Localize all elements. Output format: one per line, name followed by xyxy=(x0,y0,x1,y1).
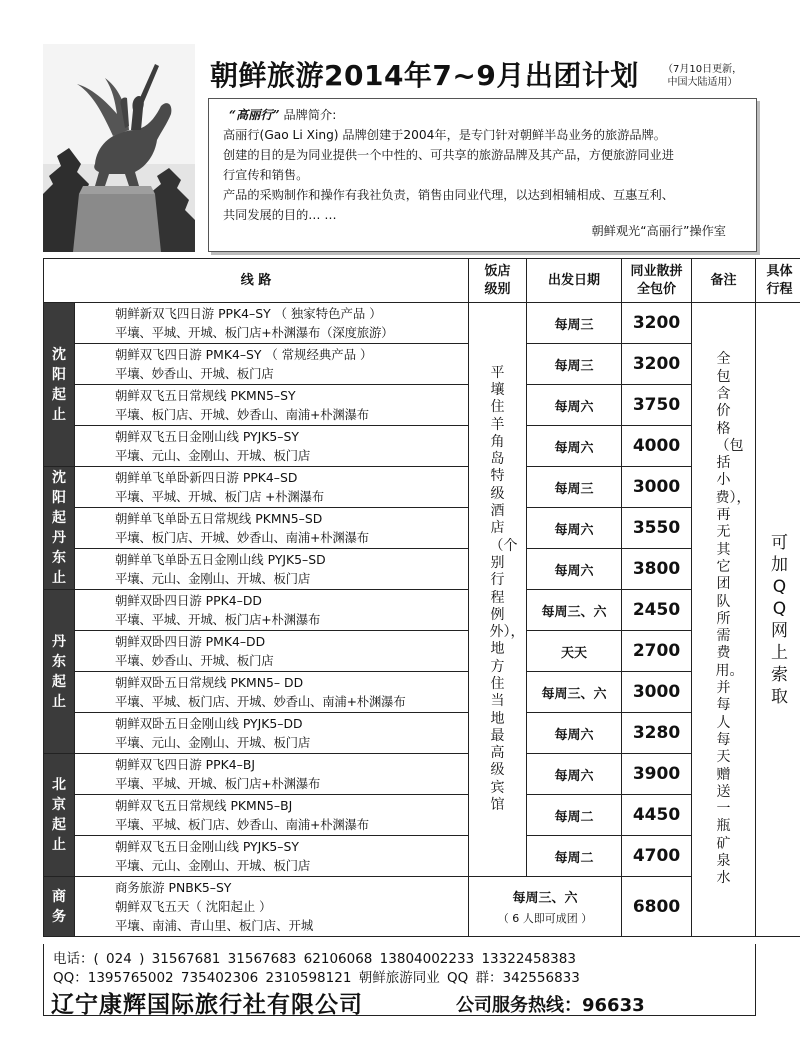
route-stops: 平壤、平城、板门店、妙香山、南浦+朴渊瀑布 xyxy=(115,817,369,832)
table-row xyxy=(44,467,800,508)
departure-cell: 天天 xyxy=(527,631,622,672)
price-cell: 3200 xyxy=(622,303,692,344)
route-stops: 平壤、元山、金刚山、开城、板门店 xyxy=(115,571,311,586)
table-row xyxy=(44,754,800,795)
header-route: 线 路 xyxy=(44,259,469,303)
table-row xyxy=(44,631,800,672)
route-title: 朝鲜双飞四日游 PMK4–SY （ 常规经典产品 ） xyxy=(115,347,373,362)
price-cell: 3000 xyxy=(622,467,692,508)
route-cell xyxy=(75,795,469,836)
header-price-line1: 同业散拼 xyxy=(630,263,683,279)
route-title: 朝鲜单飞单卧新四日游 PPK4–SD xyxy=(115,470,298,485)
itinerary-cell xyxy=(756,303,800,937)
phone-numbers: 电话：( 024 ) 31567681 31567683 62106068 13804002233 13322458383 xyxy=(53,951,576,967)
route-cell xyxy=(75,877,469,937)
route-cell xyxy=(75,549,469,590)
region-label xyxy=(44,754,75,877)
price-cell: 3750 xyxy=(622,385,692,426)
route-stops: 平壤、妙香山、开城、板门店 xyxy=(115,653,274,668)
region-text: 北京起止 xyxy=(52,777,66,853)
route-title: 朝鲜双卧四日游 PPK4–DD xyxy=(115,593,262,608)
route-stops: 平壤、元山、金刚山、开城、板门店 xyxy=(115,448,311,463)
header-itinerary-line2: 行程 xyxy=(766,281,793,297)
route-cell xyxy=(75,303,469,344)
route-stops: 平壤、平城、开城、板门店+朴渊瀑布 xyxy=(115,776,321,791)
table-row xyxy=(44,303,800,344)
header-hotel-line2: 级别 xyxy=(484,281,511,297)
intro-signature: 朝鲜观光“高丽行”操作室 xyxy=(591,224,726,238)
route-cell xyxy=(75,754,469,795)
header-price xyxy=(622,259,692,303)
route-cell xyxy=(75,385,469,426)
chollima-statue-image xyxy=(43,44,195,252)
service-hotline: 公司服务热线：96633 xyxy=(456,995,645,1016)
route-title: 朝鲜双飞五日金刚山线 PYJK5–SY xyxy=(115,839,299,854)
business-departure: 每周三、六 xyxy=(512,891,578,906)
route-stops: 平壤、平城、开城、板门店+朴渊瀑布（深度旅游） xyxy=(115,325,394,340)
region-label xyxy=(44,590,75,754)
region-label xyxy=(44,467,75,590)
departure-cell: 每周三、六 xyxy=(527,590,622,631)
table-row xyxy=(44,836,800,877)
region-text: 沈阳起止 xyxy=(52,346,66,423)
table-body xyxy=(44,303,800,937)
qq-numbers: QQ：1395765002 735402306 2310598121 朝鲜旅游同业 QQ 群：342556833 xyxy=(53,970,580,986)
region-text: 丹东起止 xyxy=(52,633,66,710)
region-label xyxy=(44,303,75,467)
route-stops: 平壤、板门店、开城、妙香山、南浦+朴渊瀑布 xyxy=(115,530,369,545)
price-cell: 3800 xyxy=(622,549,692,590)
table-row xyxy=(44,508,800,549)
price-cell: 3000 xyxy=(622,672,692,713)
header-itinerary xyxy=(756,259,800,303)
route-title: 朝鲜新双飞四日游 PPK4–SY （ 独家特色产品 ） xyxy=(115,306,382,321)
route-cell xyxy=(75,836,469,877)
region-text: 商务 xyxy=(52,888,66,925)
route-title: 朝鲜双卧五日常规线 PKMN5– DD xyxy=(115,675,304,690)
route-title: 朝鲜单飞单卧五日金刚山线 PYJK5–SD xyxy=(115,552,326,567)
departure-cell: 每周三 xyxy=(527,467,622,508)
header-itinerary-line1: 具体 xyxy=(766,263,793,279)
table-row xyxy=(44,549,800,590)
route-title: 朝鲜双飞五日常规线 PKMN5–SY xyxy=(115,388,296,403)
price-cell: 4000 xyxy=(622,426,692,467)
route-cell xyxy=(75,713,469,754)
route-title: 朝鲜单飞单卧五日常规线 PKMN5–SD xyxy=(115,511,323,526)
business-route-line: 商务旅游 PNBK5–SY xyxy=(115,880,232,895)
departure-cell: 每周三、六 xyxy=(527,672,622,713)
table-row xyxy=(44,590,800,631)
route-cell xyxy=(75,426,469,467)
remarks-cell xyxy=(692,303,756,937)
header-departure: 出发日期 xyxy=(527,259,622,303)
route-cell xyxy=(75,672,469,713)
departure-cell xyxy=(469,877,622,937)
route-title: 朝鲜双卧四日游 PMK4–DD xyxy=(115,634,266,649)
update-note-line1: （7月10日更新， xyxy=(663,64,743,75)
intro-line: 创建的目的是为同业提供一个中性的、可共享的旅游品牌及其产品，方便旅游同业进 xyxy=(223,148,674,162)
business-route-line: 朝鲜双飞五天（ 沈阳起止 ） xyxy=(115,899,272,914)
region-text: 沈阳起丹东止 xyxy=(52,470,66,586)
route-stops: 平壤、妙香山、开城、板门店 xyxy=(115,366,274,381)
price-cell: 6800 xyxy=(622,877,692,937)
hotel-level-cell xyxy=(469,303,527,877)
route-cell xyxy=(75,344,469,385)
table-row xyxy=(44,672,800,713)
monument-photo xyxy=(43,44,195,252)
intro-line: 共同发展的目的… … xyxy=(223,208,337,222)
region-label xyxy=(44,877,75,937)
price-cell: 4450 xyxy=(622,795,692,836)
departure-cell: 每周二 xyxy=(527,795,622,836)
route-title: 朝鲜双飞五日常规线 PKMN5–BJ xyxy=(115,798,293,813)
table-row xyxy=(44,344,800,385)
departure-cell: 每周三 xyxy=(527,344,622,385)
route-stops: 平壤、平城、开城、板门店 +朴渊瀑布 xyxy=(115,489,324,504)
price-cell: 3280 xyxy=(622,713,692,754)
table-row xyxy=(44,385,800,426)
route-stops: 平壤、平城、板门店、开城、妙香山、南浦+朴渊瀑布 xyxy=(115,694,406,709)
departure-cell: 每周三 xyxy=(527,303,622,344)
remarks-text: 全包含价格（包括小费），再无其它团队所需费用。并每人每天赠送一瓶矿泉水 xyxy=(715,351,751,887)
departure-cell: 每周六 xyxy=(527,713,622,754)
contact-footer xyxy=(43,944,756,1016)
departure-cell: 每周二 xyxy=(527,836,622,877)
table-header-row xyxy=(44,259,800,303)
brand-name: “高丽行” xyxy=(229,108,280,122)
route-stops: 平壤、板门店、开城、妙香山、南浦+朴渊瀑布 xyxy=(115,407,369,422)
table-row xyxy=(44,426,800,467)
brand-intro-box xyxy=(208,98,757,252)
itinerary-text: 可加QQ网上索取 xyxy=(771,532,788,707)
route-title: 朝鲜双飞五日金刚山线 PYJK5–SY xyxy=(115,429,299,444)
intro-line: 产品的采购制作和操作有我社负责，销售由同业代理，以达到相辅相成、互惠互利、 xyxy=(223,188,674,202)
price-cell: 2450 xyxy=(622,590,692,631)
departure-cell: 每周六 xyxy=(527,754,622,795)
route-stops: 平壤、平城、开城、板门店+朴渊瀑布 xyxy=(115,612,321,627)
route-cell xyxy=(75,508,469,549)
price-cell: 3550 xyxy=(622,508,692,549)
departure-cell: 每周六 xyxy=(527,385,622,426)
route-stops: 平壤、元山、金刚山、开城、板门店 xyxy=(115,735,311,750)
route-cell xyxy=(75,467,469,508)
price-cell: 4700 xyxy=(622,836,692,877)
route-title: 朝鲜双卧五日金刚山线 PYJK5–DD xyxy=(115,716,303,731)
price-cell: 2700 xyxy=(622,631,692,672)
header-hotel xyxy=(469,259,527,303)
table-row xyxy=(44,795,800,836)
page-title: 朝鲜旅游2014年7~9月出团计划 xyxy=(210,59,639,92)
business-route-line: 平壤、南浦、青山里、板门店、开城 xyxy=(115,918,314,933)
table-row-business xyxy=(44,877,800,937)
price-cell: 3200 xyxy=(622,344,692,385)
departure-cell: 每周六 xyxy=(527,549,622,590)
departure-cell: 每周六 xyxy=(527,426,622,467)
update-note-line2: 中国大陆适用） xyxy=(667,77,738,88)
route-cell xyxy=(75,631,469,672)
brand-heading-label: 品牌简介: xyxy=(283,108,337,122)
table-row xyxy=(44,713,800,754)
intro-line: 行宣传和销售。 xyxy=(223,168,309,182)
hotel-level-text: 平壤住羊角岛特级酒店（个别行程例外），地方住当地最高级宾馆 xyxy=(489,364,525,814)
intro-line: 高丽行(Gao Li Xing) 品牌创建于2004年，是专门针对朝鲜半岛业务的旅游品牌。 xyxy=(223,128,666,142)
tour-schedule-table xyxy=(43,258,800,937)
brand-heading xyxy=(229,105,756,125)
route-title: 朝鲜双飞四日游 PPK4–BJ xyxy=(115,757,255,772)
route-stops: 平壤、元山、金刚山、开城、板门店 xyxy=(115,858,311,873)
price-cell: 3900 xyxy=(622,754,692,795)
update-note xyxy=(663,63,742,89)
header-price-line2: 全包价 xyxy=(636,281,676,297)
header-remarks: 备注 xyxy=(692,259,756,303)
route-cell xyxy=(75,590,469,631)
departure-cell: 每周六 xyxy=(527,508,622,549)
company-name: 辽宁康辉国际旅行社有限公司 xyxy=(51,992,363,1018)
business-departure-note: （ 6 人即可成团 ） xyxy=(497,912,593,925)
header-hotel-line1: 饭店 xyxy=(484,263,511,279)
